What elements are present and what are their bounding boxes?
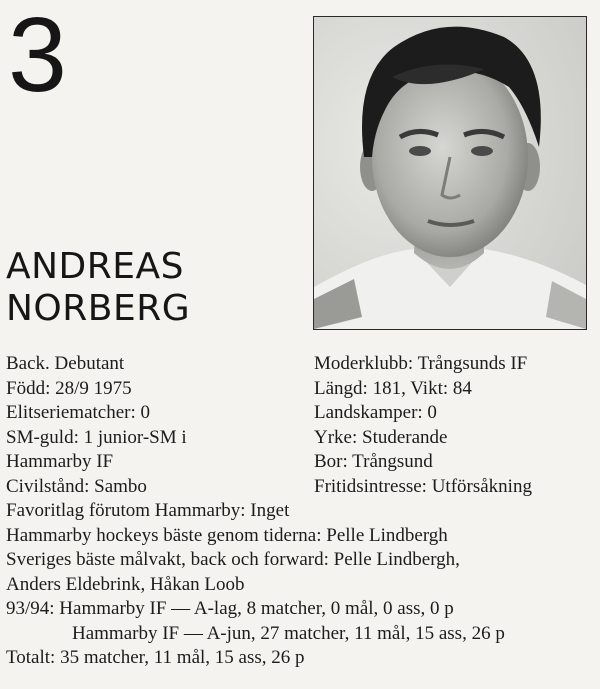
player-photo (313, 16, 587, 330)
stat-height-weight: Längd: 181, Vikt: 84 (314, 377, 472, 399)
stat-elite-matches: Elitseriematcher: 0 (6, 402, 151, 423)
stat-favorite-team: Favoritlag förutom Hammarby: Inget (6, 500, 290, 521)
stat-sweden-best-line-2: Anders Eldebrink, Håkan Loob (6, 573, 245, 595)
background-watermark-shape (190, 10, 207, 79)
stat-occupation: Yrke: Studerande (314, 426, 448, 448)
stats-two-column (6, 352, 600, 499)
player-portrait-image (314, 17, 586, 329)
stat-born: Född: 28/9 1975 (6, 377, 132, 399)
stat-position: Back. Debutant (6, 353, 125, 374)
player-name (6, 246, 190, 330)
player-first-name: ANDREAS (6, 246, 185, 287)
stat-hobby: Fritidsintresse: Utförsåkning (314, 475, 532, 497)
stat-civil-status: Civilstånd: Sambo (6, 475, 147, 497)
stat-season-a-lag: 93/94: Hammarby IF — A-lag, 8 matcher, 0 mål, 0 ass, 0 p (6, 598, 454, 619)
stat-home-club: Moderklubb: Trångsunds IF (314, 353, 528, 374)
stat-total: Totalt: 35 matcher, 11 mål, 15 ass, 26 p (6, 647, 305, 668)
stat-residence: Bor: Trångsund (314, 451, 433, 472)
player-number: 3 (8, 0, 65, 114)
player-last-name: NORBERG (6, 288, 191, 329)
stat-sweden-best-line-1: Sveriges bäste målvakt, back och forward: Pelle Lindbergh, (6, 549, 460, 570)
stat-sm-gold-club: Hammarby IF (6, 451, 114, 472)
stat-best-ever: Hammarby hockeys bäste genom tiderna: Pelle Lindbergh (6, 524, 448, 546)
stat-national-games: Landskamper: 0 (314, 402, 437, 423)
stat-sm-gold: SM-guld: 1 junior-SM i (6, 426, 187, 448)
player-stats (6, 352, 600, 671)
stat-season-a-jun: Hammarby IF — A-jun, 27 matcher, 11 mål, 15 ass, 26 p (72, 622, 505, 644)
